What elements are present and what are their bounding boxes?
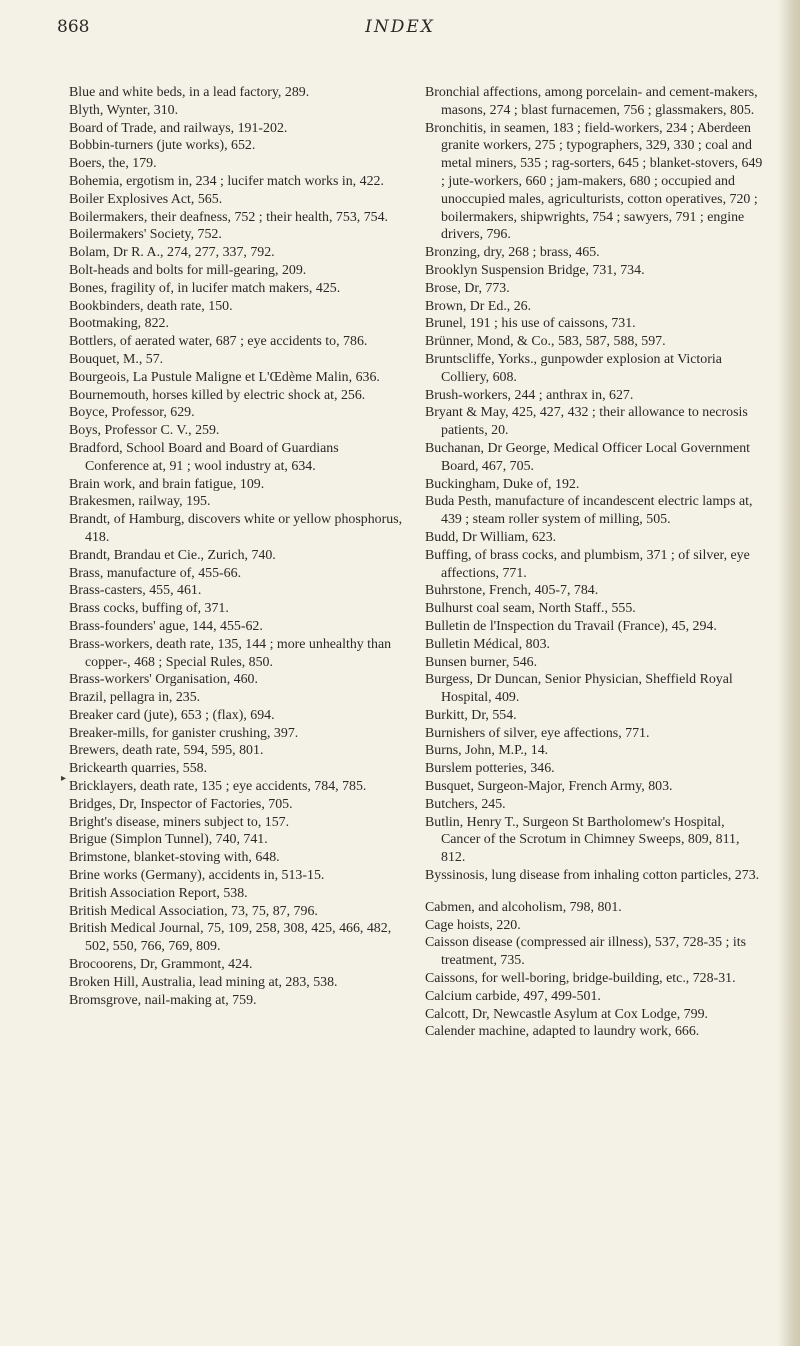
index-entry: Bryant & May, 425, 427, 432 ; their allowance to necrosis patients, 20. (425, 405, 748, 439)
index-entry: Bunsen burner, 546. (425, 654, 538, 670)
page-spine-shadow (778, 0, 800, 1346)
index-entry: Burnishers of silver, eye affections, 771. (425, 725, 650, 741)
index-entry: Bohemia, ergotism in, 234 ; lucifer match works in, 422. (69, 173, 384, 189)
index-entry: Brakesmen, railway, 195. (69, 494, 211, 510)
left-index-column (69, 84, 406, 1009)
index-entry: Broken Hill, Australia, lead mining at, 283, 538. (69, 974, 338, 990)
index-entry: Boys, Professor C. V., 259. (69, 423, 220, 439)
index-entry: Brine works (Germany), accidents in, 513-15. (69, 868, 325, 884)
index-entry: Bourgeois, La Pustule Maligne et L'Œdème Malin, 636. (69, 369, 380, 385)
index-entry: Bouquet, M., 57. (69, 351, 164, 367)
index-entry: Brimstone, blanket-stoving with, 648. (69, 850, 280, 866)
index-entry: Boiler Explosives Act, 565. (69, 191, 223, 207)
index-entry: Bright's disease, miners subject to, 157. (69, 814, 290, 830)
index-entry: Bournemouth, horses killed by electric shock at, 256. (69, 387, 366, 403)
index-entry: Breaker-mills, for ganister crushing, 397. (69, 725, 299, 741)
index-entry: Burkitt, Dr, 554. (425, 707, 517, 723)
index-entry: Brazil, pellagra in, 235. (69, 690, 201, 706)
index-entry: Bridges, Dr, Inspector of Factories, 705. (69, 796, 293, 812)
index-entry: Bolam, Dr R. A., 274, 277, 337, 792. (69, 245, 275, 261)
index-entry: Brass-workers' Organisation, 460. (69, 672, 258, 688)
index-entry: Bulletin de l'Inspection du Travail (France), 45, 294. (425, 618, 717, 634)
right-index-column (425, 84, 765, 1041)
index-entry: Cage hoists, 220. (425, 917, 521, 933)
index-entry: Bradford, School Board and Board of Guardians Conference at, 91 ; wool industry at, 634. (69, 440, 339, 474)
index-entry: Boilermakers, their deafness, 752 ; their health, 753, 754. (69, 209, 389, 225)
index-entry: Brigue (Simplon Tunnel), 740, 741. (69, 832, 268, 848)
index-entry: Calcott, Dr, Newcastle Asylum at Cox Lodge, 799. (425, 1006, 708, 1022)
index-entry: Bromsgrove, nail-making at, 759. (69, 992, 257, 1008)
index-entry: British Medical Association, 73, 75, 87, 796. (69, 903, 318, 919)
index-entry: Brickearth quarries, 558. (69, 761, 208, 777)
page-header (0, 17, 800, 51)
index-entry: Brush-workers, 244 ; anthrax in, 627. (425, 387, 634, 403)
index-entry: Butlin, Henry T., Surgeon St Bartholomew's Hospital, Cancer of the Scrotum in Chimney Sweeps, 809, 811, 812. (425, 814, 740, 866)
index-entry: Bookbinders, death rate, 150. (69, 298, 233, 314)
index-entry: Brewers, death rate, 594, 595, 801. (69, 743, 264, 759)
index-entry: Brandt, of Hamburg, discovers white or yellow phosphorus, 418. (69, 512, 403, 545)
index-entry: Burslem potteries, 346. (425, 761, 555, 777)
index-entry: Boyce, Professor, 629. (69, 405, 195, 421)
index-entry: Buhrstone, French, 405-7, 784. (425, 583, 599, 599)
index-entry: Buckingham, Duke of, 192. (425, 476, 580, 492)
index-entry: Brunel, 191 ; his use of caissons, 731. (425, 316, 636, 332)
index-entry: Busquet, Surgeon-Major, French Army, 803. (425, 779, 673, 795)
index-entry: Brass cocks, buffing of, 371. (69, 601, 229, 617)
index-entry: Burgess, Dr Duncan, Senior Physician, Sheffield Royal Hospital, 409. (425, 672, 733, 706)
index-entry: Brooklyn Suspension Bridge, 731, 734. (425, 262, 645, 278)
index-entry: Caissons, for well-boring, bridge-building, etc., 728-31. (425, 971, 736, 987)
index-entry: Brain work, and brain fatigue, 109. (69, 476, 265, 492)
index-entry: Brandt, Brandau et Cie., Zurich, 740. (69, 547, 276, 563)
index-entry: Boilermakers' Society, 752. (69, 227, 222, 243)
index-entry: Calcium carbide, 497, 499-501. (425, 988, 601, 1004)
index-entry: Breaker card (jute), 653 ; (flax), 694. (69, 707, 275, 723)
index-entry: Bronchitis, in seamen, 183 ; field-workers, 234 ; Aberdeen granite workers, 275 ; typographers, 329, 330 ; coal and metal miners, 535 ; rag-sorters, 645 ; blanket-stovers, 649 ; jute-workers, 660 ; jam-makers, 680 ; occupied and unoccupied males, agriculturists, cotton operatives, 720 ; boilermakers, shipwrights, 754 ; sawyers, 791 ; engine drivers, 796. (425, 120, 763, 243)
index-entry: Brass, manufacture of, 455-66. (69, 565, 242, 581)
index-entry: Blue and white beds, in a lead factory, 289. (69, 85, 310, 100)
index-entry: Brocoorens, Dr, Grammont, 424. (69, 957, 253, 973)
index-entry: Bottlers, of aerated water, 687 ; eye accidents to, 786. (69, 334, 368, 350)
index-entry: British Medical Journal, 75, 109, 258, 308, 425, 466, 482, 502, 550, 766, 769, 809. (69, 921, 392, 955)
index-entry: Bulhurst coal seam, North Staff., 555. (425, 601, 636, 617)
index-entry: Bronzing, dry, 268 ; brass, 465. (425, 245, 600, 261)
page-number: 868 (57, 17, 90, 37)
index-entry: Board of Trade, and railways, 191-202. (69, 120, 288, 136)
index-entry: Brass-casters, 455, 461. (69, 583, 202, 599)
index-entry: British Association Report, 538. (69, 885, 248, 901)
index-entry: Cabmen, and alcoholism, 798, 801. (425, 899, 622, 915)
index-entry: Bulletin Médical, 803. (425, 636, 550, 652)
index-entry: Byssinosis, lung disease from inhaling cotton particles, 273. (425, 868, 760, 884)
index-entry: Butchers, 245. (425, 796, 506, 812)
index-entry: Buchanan, Dr George, Medical Officer Local Government Board, 467, 705. (425, 440, 751, 474)
index-entry: Bricklayers, death rate, 135 ; eye accidents, 784, 785. (69, 779, 367, 795)
margin-mark-icon: ▸ (61, 773, 67, 784)
index-entry: Burns, John, M.P., 14. (425, 743, 549, 759)
index-entry: Brown, Dr Ed., 26. (425, 298, 532, 314)
index-entry: Buffing, of brass cocks, and plumbism, 371 ; of silver, eye affections, 771. (425, 547, 750, 581)
index-entry: Buda Pesth, manufacture of incandescent electric lamps at, 439 ; steam roller system of milling, 505. (425, 494, 753, 528)
index-entry: Caisson disease (compressed air illness), 537, 728-35 ; its treatment, 735. (425, 935, 746, 969)
index-entry: Brose, Dr, 773. (425, 280, 510, 296)
index-entry: Bruntscliffe, Yorks., gunpowder explosion at Victoria Colliery, 608. (425, 351, 722, 385)
index-entry: Bronchial affections, among porcelain- and cement-makers, masons, 274 ; blast furnacemen, 756 ; glassmakers, 805. (425, 85, 758, 118)
index-entry: Bobbin-turners (jute works), 652. (69, 138, 256, 154)
index-entry: Bones, fragility of, in lucifer match makers, 425. (69, 280, 341, 296)
index-entry: Blyth, Wynter, 310. (69, 102, 179, 118)
index-entry: Bolt-heads and bolts for mill-gearing, 209. (69, 262, 307, 278)
index-entry: Bootmaking, 822. (69, 316, 169, 332)
index-entry: Calender machine, adapted to laundry work, 666. (425, 1024, 700, 1040)
letter-section-gap (425, 885, 765, 899)
index-entry: Brünner, Mond, & Co., 583, 587, 588, 597. (425, 334, 666, 350)
index-entry: Boers, the, 179. (69, 156, 157, 172)
index-entry: Budd, Dr William, 623. (425, 529, 557, 545)
running-title: INDEX (365, 17, 435, 37)
index-entry: Brass-workers, death rate, 135, 144 ; more unhealthy than copper-, 468 ; Special Rules, 850. (69, 636, 392, 670)
index-entry: Brass-founders' ague, 144, 455-62. (69, 618, 263, 634)
